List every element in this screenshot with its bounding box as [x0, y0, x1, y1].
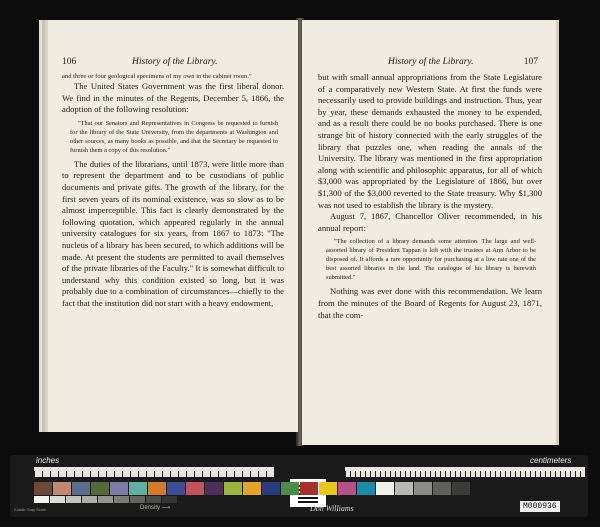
color-swatch: [72, 482, 90, 495]
right-page-number: 107: [523, 57, 538, 67]
gray-step: [162, 496, 177, 503]
color-swatch: [34, 482, 52, 495]
right-page-paragraph-3: Nothing was ever done with this recommendation. We learn from the minutes of the Board of Regents for August 23, 1871, that the com-: [318, 286, 542, 320]
color-swatch: [224, 482, 242, 495]
item-id: M000936: [520, 501, 560, 512]
left-page-number: 106: [62, 57, 77, 67]
color-swatch: [414, 482, 432, 495]
right-page: [302, 20, 556, 445]
color-swatch: [129, 482, 147, 495]
left-running-head: [62, 57, 284, 67]
right-page-paragraph-0: but with small annual appropriations from the State Legislature of a comparatively new Western State. At first the funds were necessarily used to provide buildings and instruction. Thus, year by year, these demands exhausted the money to be expended, and as a result there could be no books purchased. There is one strange bit of history connected with the early struggles of the library that puzzles one, when reading the annals of the University. The library was mentioned in the first appropriation along with scientific and philosophic apparatus, for all of which $3,000 was appropriated by the Legislature of 1866, but over $1,300 of the $3,000 reverted to the State treasury. Why $1,300 was not used to establish the library is the mystery.: [318, 72, 542, 210]
left-page-paragraph-1: The United States Government was the first liberal donor. We find in the minutes of the Regents, December 5, 1866, the adoption of the following resolution:: [62, 81, 284, 115]
gray-step: [130, 496, 145, 503]
gray-step: [50, 496, 65, 503]
right-head-title: History of the Library.: [388, 57, 474, 67]
left-page-paragraph-0: and three or four geological specimens of my own in the cabinet room.": [62, 73, 252, 80]
color-swatch: [205, 482, 223, 495]
color-swatch: [186, 482, 204, 495]
gray-scale: [34, 496, 194, 503]
left-page-paragraph-3: The duties of the librarians, until 1873, were little more than to represent the department and to be custodians of public documents and private gifts. The growth of the library, for the first seven years of its nominal existence, was so slow as to be almost imperceptible. This fact is clearly demonstrated by the following quotation, which appeared regularly in the annual university catalogues for six years, from 1867 to 1873: "The nucleus of a library has been secured, to which additions will be made. At present the students are permitted to avail themselves of the private libraries of the Faculty." It is somewhat difficult to understand why this condition existed so long, but it was probably due to a combination of circumstances—chiefly to the fact that the institution did not start with a heavy endowment,: [62, 158, 284, 308]
color-swatch: [471, 482, 489, 495]
left-page-paragraph-2: "That our Senators and Representatives in Congress be requested to furnish for the library of the State University, from the departments at Washington and other sources, as many books as possible, and that the Secretary be requested to furnish them a copy of this resolution.": [70, 119, 278, 154]
left-page-text: [62, 72, 284, 310]
color-swatches: [34, 482, 490, 495]
density-label: Density ⟶: [140, 505, 171, 511]
right-page-paragraph-1: August 7, 1867, Chancellor Oliver recommended, in his annual report:: [318, 211, 542, 233]
color-swatch: [452, 482, 470, 495]
maker-note: Kodak Gray Scale: [14, 507, 47, 512]
color-swatch: [243, 482, 261, 495]
color-swatch: [167, 482, 185, 495]
color-swatch: [300, 482, 318, 495]
color-swatch: [357, 482, 375, 495]
right-page-text: [318, 72, 542, 321]
gray-step: [114, 496, 129, 503]
gray-step: [34, 496, 49, 503]
signature: Don Williams: [310, 504, 354, 513]
color-swatch: [433, 482, 451, 495]
color-swatch: [148, 482, 166, 495]
gray-step: [146, 496, 161, 503]
color-swatch: [338, 482, 356, 495]
color-swatch: [110, 482, 128, 495]
color-swatch: [376, 482, 394, 495]
color-swatch: [281, 482, 299, 495]
right-page-paragraph-2: "The collection of a library demands some attention. The large and well-assorted library of President Tappan is left with the trustees at Ann Arbor to be disposed of. It affords a rare opportunity for purchasing at a low rate one of the best assorted libraries in the land. The catalogue of his library is herewith submitted.": [326, 238, 536, 282]
color-swatch: [395, 482, 413, 495]
gray-step: [66, 496, 81, 503]
right-running-head: [388, 57, 538, 67]
color-swatch: [262, 482, 280, 495]
color-swatch: [91, 482, 109, 495]
centimeters-label: centimeters: [530, 456, 572, 465]
color-swatch: [53, 482, 71, 495]
gray-step: [98, 496, 113, 503]
left-head-title: History of the Library.: [132, 57, 218, 67]
centimeter-ruler: [345, 467, 585, 477]
left-page: [48, 20, 298, 432]
gray-step: [178, 496, 193, 503]
inch-ruler: [34, 467, 274, 477]
color-calibration-target: [10, 455, 588, 517]
color-swatch: [319, 482, 337, 495]
gray-step: [82, 496, 97, 503]
inches-label: inches: [36, 456, 60, 465]
